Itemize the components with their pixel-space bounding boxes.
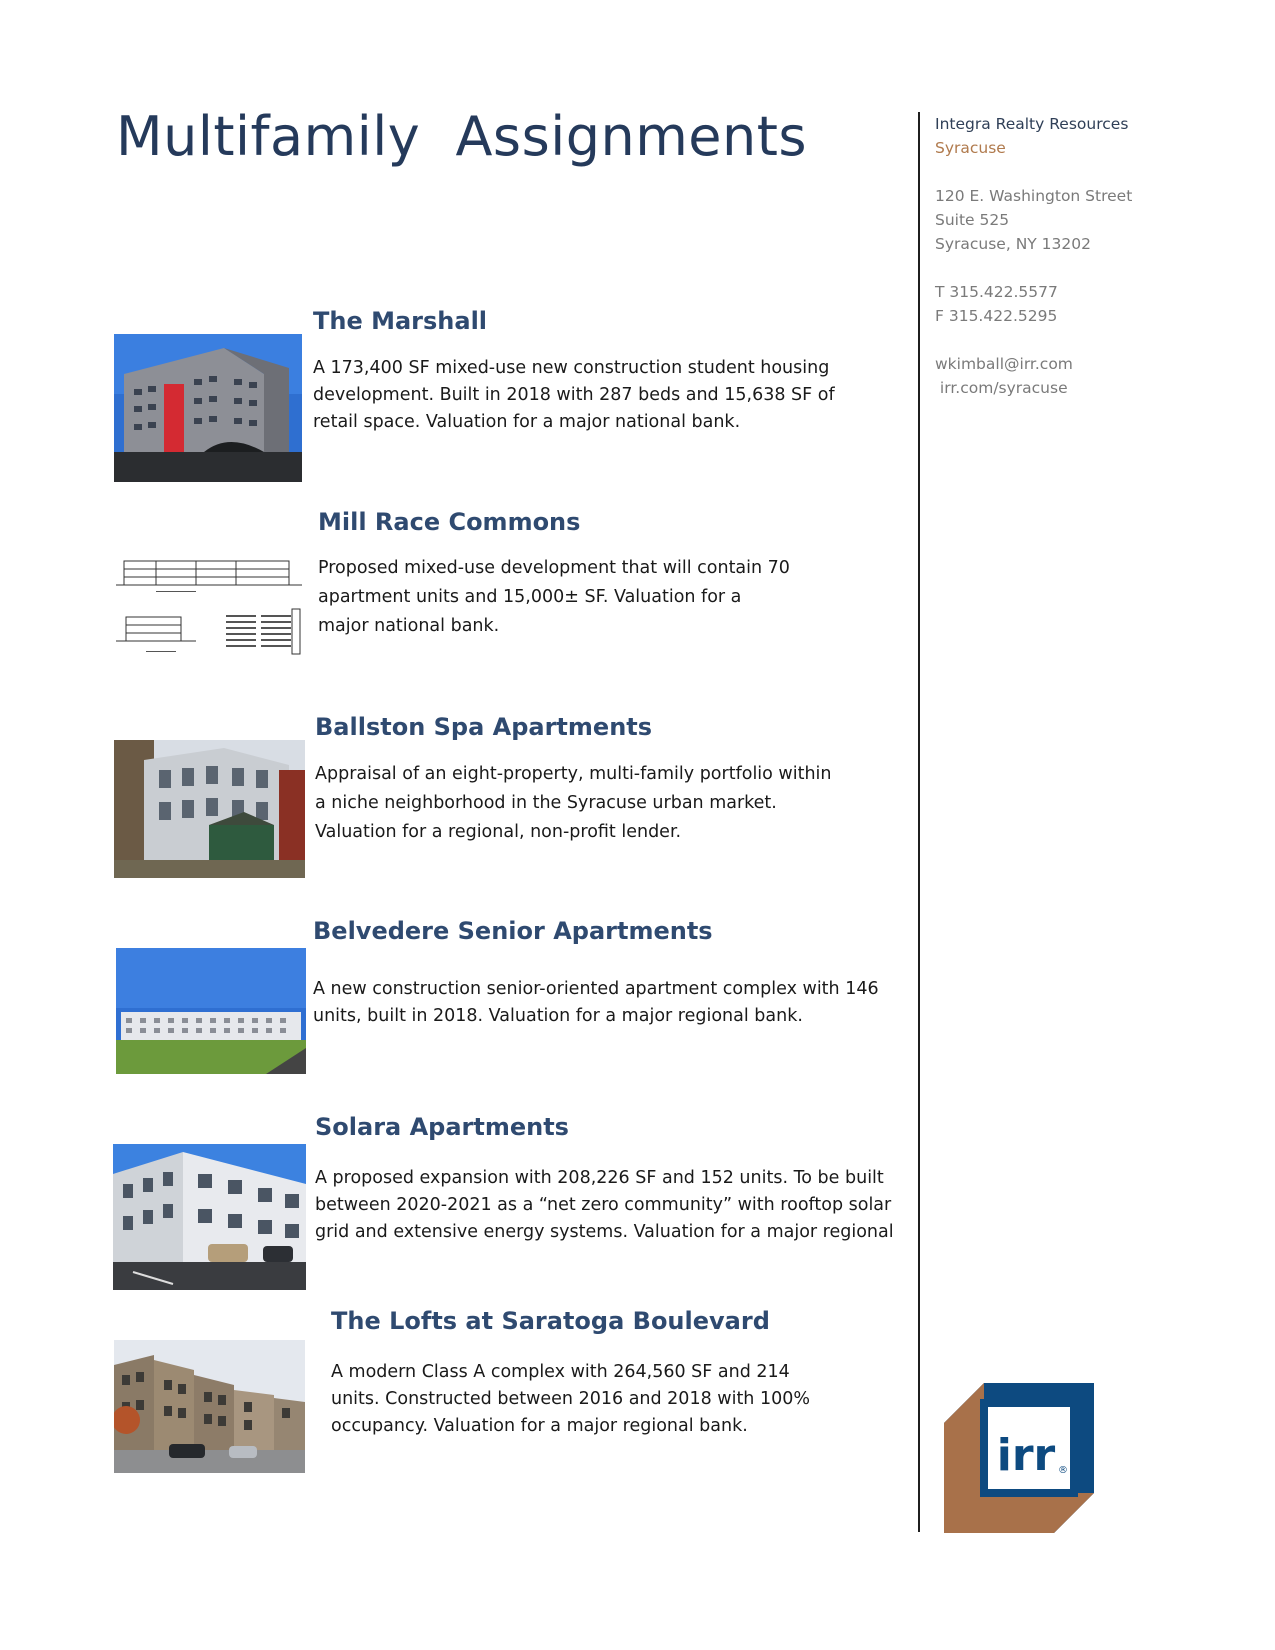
address-line-3: Syracuse, NY 13202 [935,235,1091,253]
solara-apartments-description: A proposed expansion with 208,226 SF and 152 units. To be built between 2020-2021 as a “net zero community” with rooftop solar grid and extensive energy systems. Valuation for a major regional [315,1168,894,1242]
belvedere-senior-photo [116,948,306,1074]
mill-race-commons-description: Proposed mixed-use development that will contain 70 apartment units and 15,000± SF. Valuation for a major national bank. [318,558,790,636]
office-name: Syracuse [935,139,1006,157]
logo-registered-mark: ® [1058,1465,1068,1476]
solara-apartments-photo [113,1144,306,1290]
fax-number: F 315.422.5295 [935,307,1058,325]
address-line-2: Suite 525 [935,211,1010,229]
contact-sidebar [935,112,1132,400]
lofts-saratoga-photo [114,1340,305,1473]
lofts-saratoga-heading: The Lofts at Saratoga Boulevard [331,1307,770,1335]
solara-apartments-heading: Solara Apartments [315,1113,569,1141]
ballston-spa-photo [114,740,305,878]
the-marshall-heading: The Marshall [313,307,488,335]
irr-logo [944,1383,1094,1533]
company-name: Integra Realty Resources [935,115,1129,133]
belvedere-senior-description: A new construction senior-oriented apartment complex with 146 units, built in 2018. Valuation for a major regional bank. [313,979,879,1026]
phone-number: T 315.422.5577 [935,283,1058,301]
the-marshall-description: A 173,400 SF mixed-use new construction student housing development. Built in 2018 with 287 beds and 15,638 SF of retail space. Valuation for a major national bank. [313,358,835,432]
address-line-1: 120 E. Washington Street [935,187,1133,205]
logo-text: irr [996,1430,1056,1481]
belvedere-senior-heading: Belvedere Senior Apartments [313,917,713,945]
page-title: Multifamily Assignments [116,105,808,168]
vertical-divider [918,112,920,1532]
lofts-saratoga-description: A modern Class A complex with 264,560 SF and 214 units. Constructed between 2016 and 2018 with 100% occupancy. Valuation for a major regional bank. [331,1362,810,1436]
mill-race-commons-drawing [116,547,302,667]
the-marshall-photo [114,334,302,482]
ballston-spa-heading: Ballston Spa Apartments [315,713,653,741]
ballston-spa-description: Appraisal of an eight-property, multi-family portfolio within a niche neighborhood in the Syracuse urban market. Valuation for a regional, non-profit lender. [315,764,832,842]
email-link[interactable]: wkimball@irr.com [935,355,1073,373]
mill-race-commons-heading: Mill Race Commons [318,508,581,536]
website-link[interactable]: irr.com/syracuse [935,379,1068,397]
